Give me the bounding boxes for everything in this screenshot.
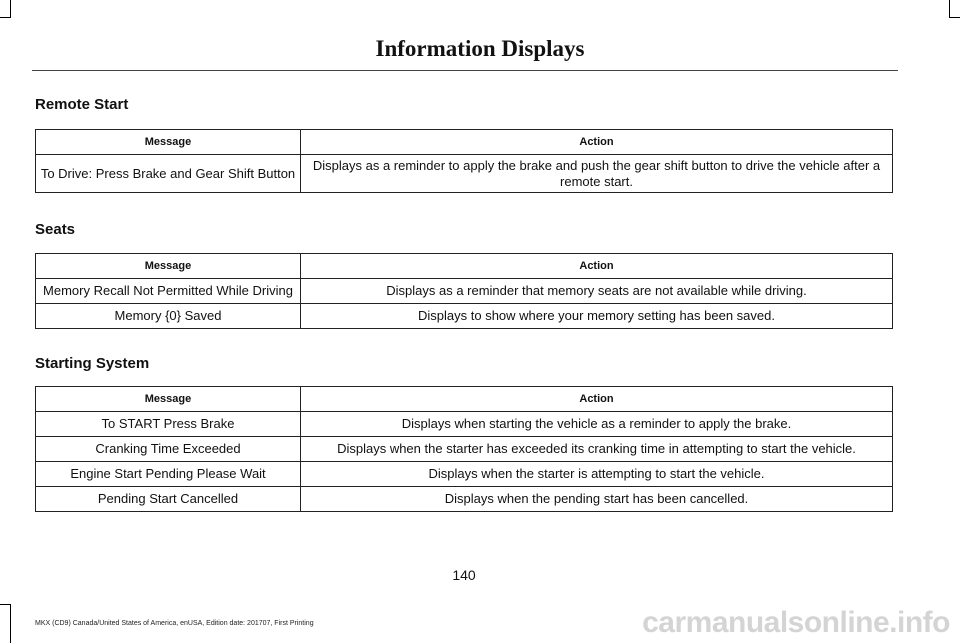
- action-cell: Displays as a reminder that memory seats are not available while driving.: [301, 279, 893, 304]
- remote-start-table: [35, 129, 893, 193]
- column-header-action: Action: [301, 130, 893, 155]
- message-cell: Engine Start Pending Please Wait: [36, 462, 301, 487]
- section-title-remote-start: Remote Start: [35, 96, 129, 113]
- message-cell: To START Press Brake: [36, 412, 301, 437]
- action-cell: Displays as a reminder to apply the brake and push the gear shift button to drive the vehicle after a remote start.: [301, 155, 893, 193]
- page-header-title: Information Displays: [375, 36, 585, 61]
- crop-mark-top-right-h: [949, 17, 960, 18]
- column-header-message: Message: [36, 254, 301, 279]
- action-cell: Displays when the starter has exceeded its cranking time in attempting to start the vehicle.: [301, 437, 893, 462]
- table-row: [36, 412, 893, 437]
- message-cell: Pending Start Cancelled: [36, 487, 301, 512]
- table-row: [36, 304, 893, 329]
- header-divider: [32, 70, 898, 71]
- table-row: [36, 437, 893, 462]
- column-header-message: Message: [36, 130, 301, 155]
- message-cell: To Drive: Press Brake and Gear Shift Button: [36, 155, 301, 193]
- table-row: [36, 487, 893, 512]
- action-cell: Displays to show where your memory setting has been saved.: [301, 304, 893, 329]
- table-row: [36, 462, 893, 487]
- crop-mark-top-right-v: [949, 0, 950, 18]
- table-header-row: [36, 254, 893, 279]
- page-number: 140: [452, 567, 476, 583]
- watermark-logo: carmanualsonline.info: [642, 606, 950, 639]
- starting-system-table: [35, 386, 893, 512]
- column-header-action: Action: [301, 254, 893, 279]
- message-cell: Memory {0} Saved: [36, 304, 301, 329]
- column-header-message: Message: [36, 387, 301, 412]
- table-row: [36, 279, 893, 304]
- action-cell: Displays when starting the vehicle as a reminder to apply the brake.: [301, 412, 893, 437]
- crop-mark-bottom-left-v: [10, 604, 11, 643]
- footer-edition-text: MKX (CD9) Canada/United States of America, enUSA, Edition date: 201707, First Printing: [35, 620, 314, 627]
- section-title-seats: Seats: [35, 221, 76, 238]
- action-cell: Displays when the starter is attempting to start the vehicle.: [301, 462, 893, 487]
- action-cell: Displays when the pending start has been cancelled.: [301, 487, 893, 512]
- crop-mark-top-left-v: [10, 0, 11, 18]
- message-cell: Memory Recall Not Permitted While Driving: [36, 279, 301, 304]
- section-title-starting-system: Starting System: [35, 355, 150, 372]
- message-cell: Cranking Time Exceeded: [36, 437, 301, 462]
- crop-mark-top-left-h: [0, 17, 11, 18]
- table-row: [36, 155, 893, 193]
- table-header-row: [36, 130, 893, 155]
- column-header-action: Action: [301, 387, 893, 412]
- seats-table: [35, 253, 893, 329]
- table-header-row: [36, 387, 893, 412]
- crop-mark-bottom-left-h: [0, 604, 11, 605]
